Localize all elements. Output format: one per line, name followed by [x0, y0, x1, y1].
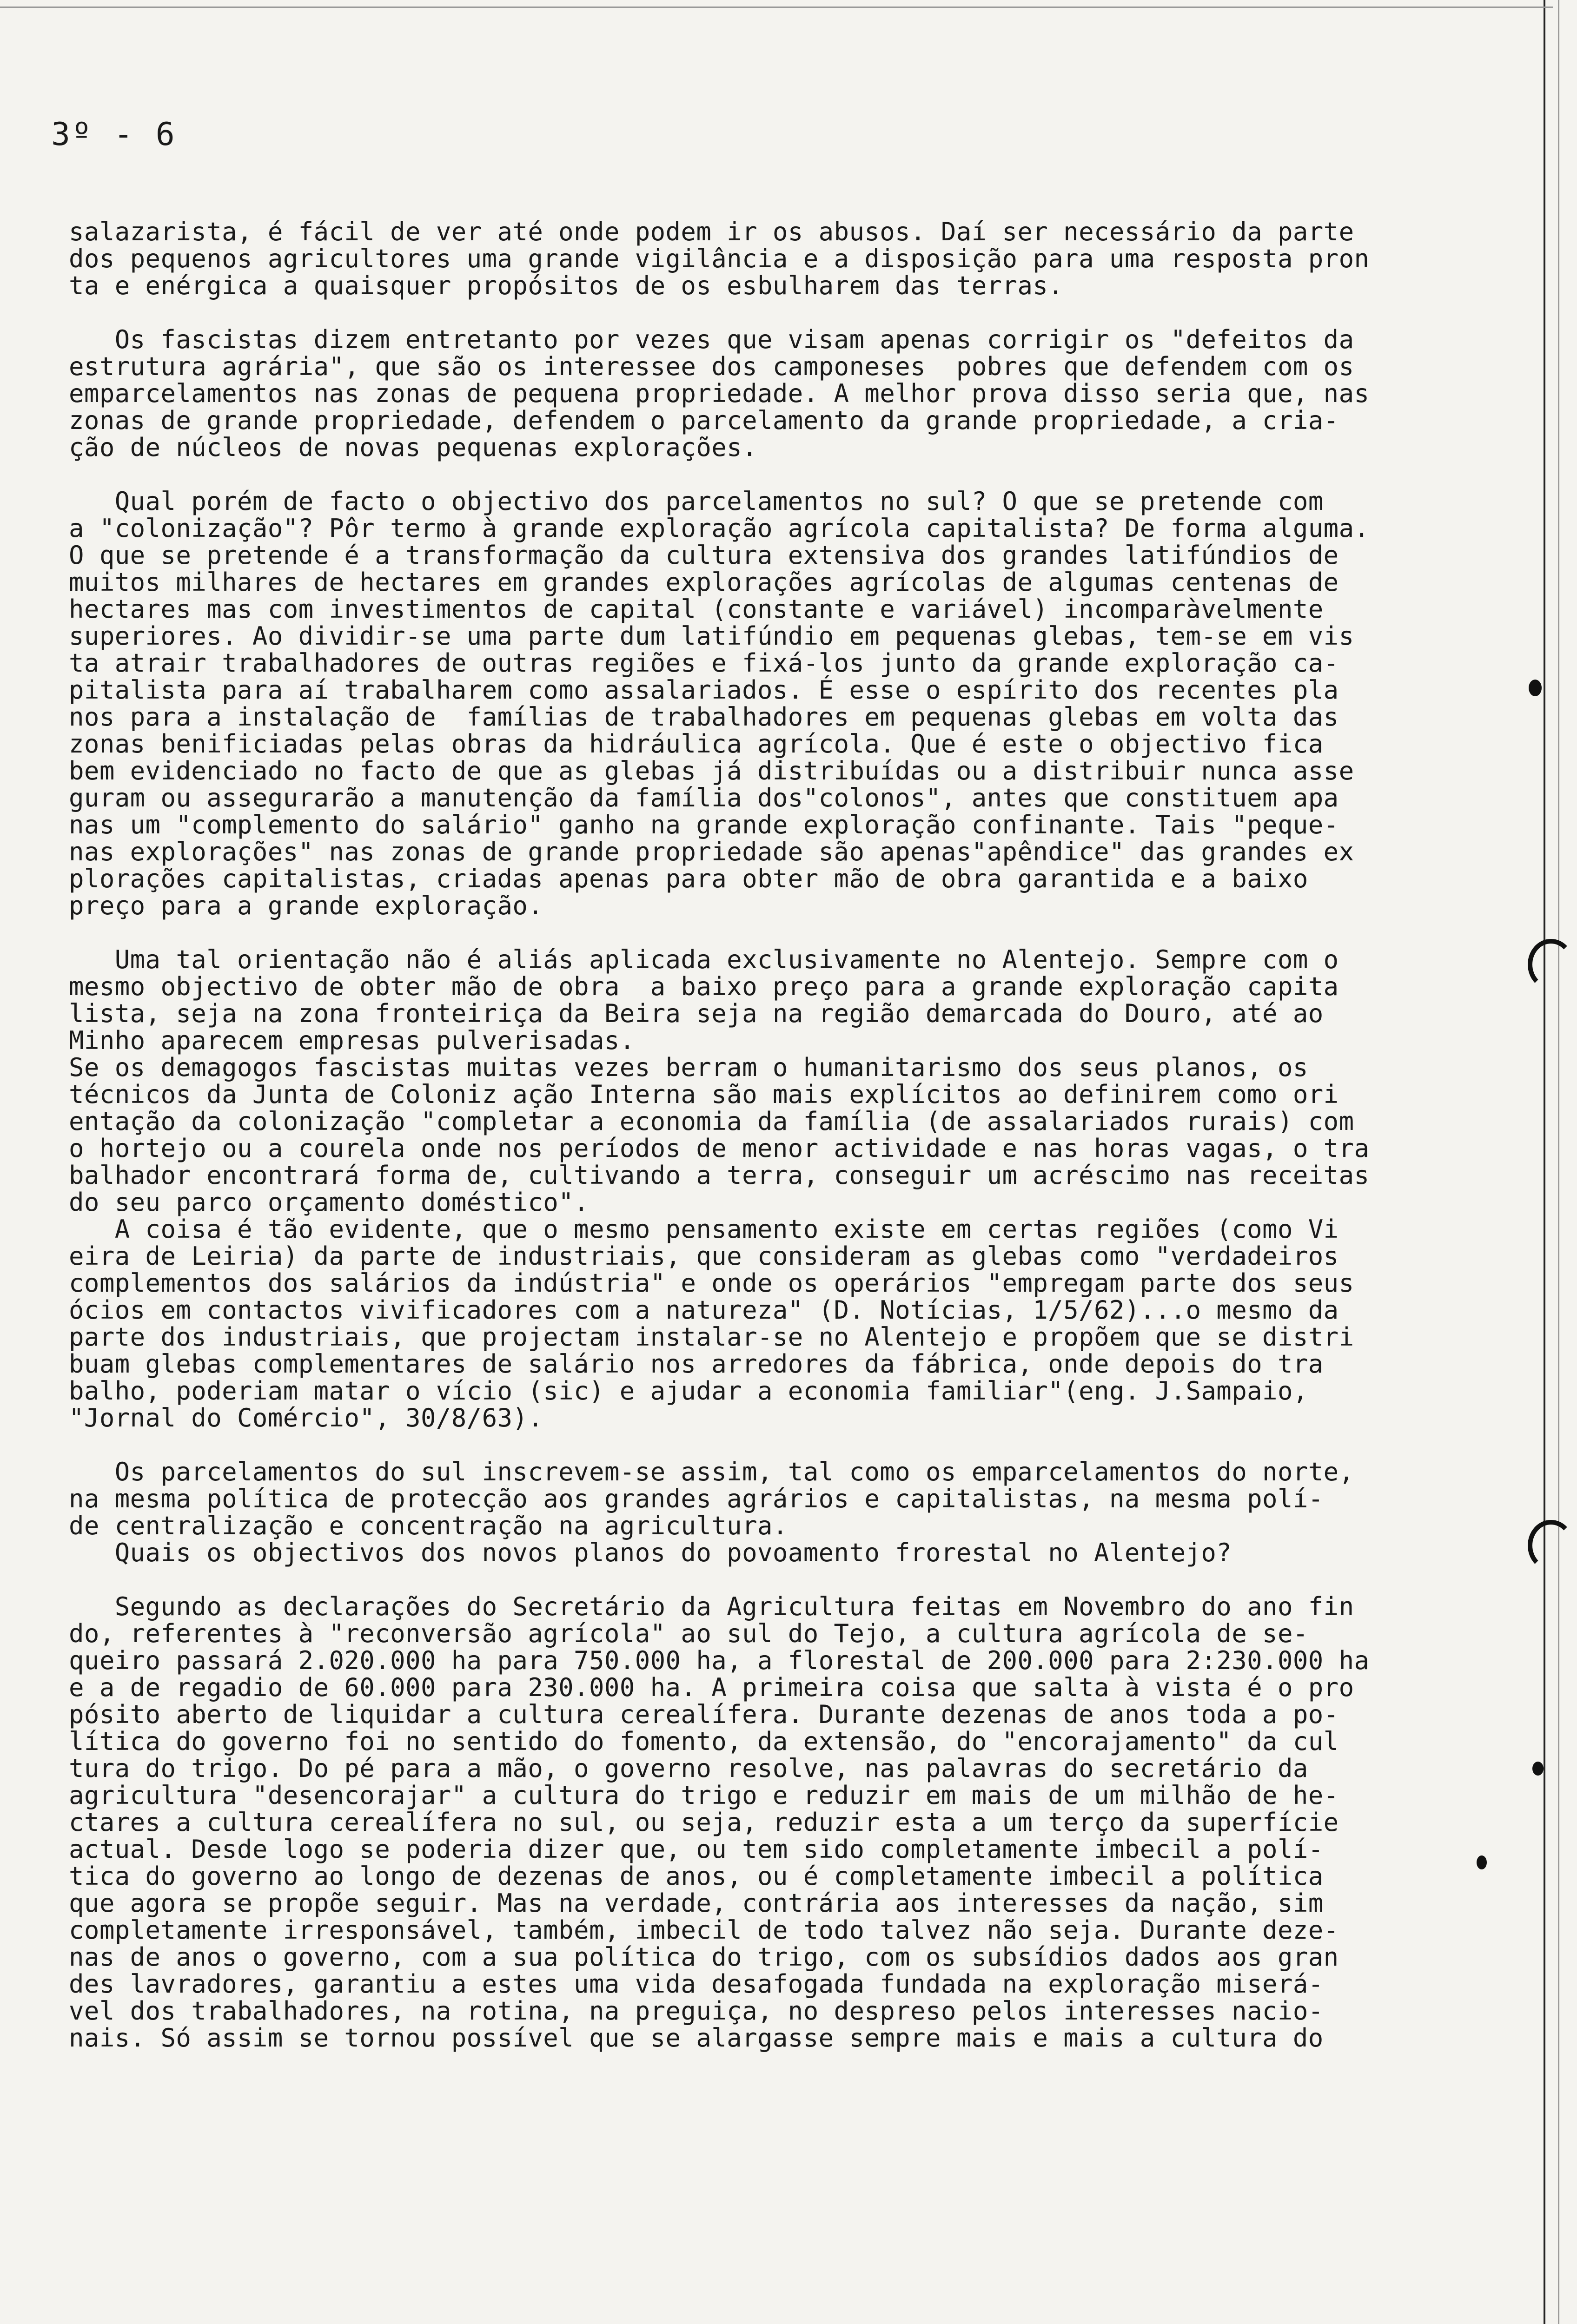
text-line: ta e enérgica a quaisquer propósitos de os esbulharem das terras.	[69, 271, 1064, 300]
text-line: O que se pretende é a transformação da cultura extensiva dos grandes latifúndios de	[69, 541, 1339, 570]
scan-edge-top	[0, 7, 1553, 8]
text-line: eira de Leiria) da parte de industriais, que consideram as glebas como "verdadeiros	[69, 1241, 1339, 1271]
text-line: muitos milhares de hectares em grandes explorações agrícolas de algumas centenas de	[69, 568, 1339, 597]
text-line: agricultura "desencorajar" a cultura do trigo e reduzir em mais de um milhão de he-	[69, 1781, 1339, 1810]
text-line: pósito aberto de liquidar a cultura cerealífera. Durante dezenas de anos toda a po-	[69, 1700, 1339, 1729]
text-line: guram ou assegurarão a manutenção da família dos"colonos", antes que constituem apa	[69, 783, 1339, 812]
binder-hole-1	[1528, 939, 1574, 990]
paragraph	[69, 1593, 1473, 2052]
text-line: estrutura agrária", que são os interessee dos camponeses pobres que defendem com os	[69, 352, 1354, 381]
text-line: zonas benificiadas pelas obras da hidráulica agrícola. Que é este o objectivo fica	[69, 729, 1324, 759]
text-line: actual. Desde logo se poderia dizer que, ou tem sido completamente imbecil a polí-	[69, 1835, 1324, 1864]
text-line: Se os demagogos fascistas muitas vezes berram o humanitarismo dos seus planos, os	[69, 1053, 1308, 1082]
text-line: mesmo objectivo de obter mão de obra a baixo preço para a grande exploração capita	[69, 972, 1339, 1001]
punch-dot-3	[1477, 1855, 1487, 1869]
text-line: queiro passará 2.020.000 ha para 750.000 ha, a florestal de 200.000 para 2:230.000 ha	[69, 1646, 1370, 1675]
text-line: nas explorações" nas zonas de grande propriedade são apenas"apêndice" das grandes ex	[69, 837, 1354, 866]
text-line: lítica do governo foi no sentido do fomento, da extensão, do "encorajamento" da cul	[69, 1727, 1339, 1756]
text-line: balhador encontrará forma de, cultivando a terra, conseguir um acréscimo nas receitas	[69, 1161, 1370, 1190]
text-line: Minho aparecem empresas pulverisadas.	[69, 1026, 635, 1055]
text-line: Quais os objectivos dos novos planos do povoamento frorestal no Alentejo?	[69, 1538, 1232, 1567]
text-line: vel dos trabalhadores, na rotina, na preguiça, no despreso pelos interesses nacio-	[69, 1996, 1324, 2026]
text-line: tura do trigo. Do pé para a mão, o governo resolve, nas palavras do secretário da	[69, 1754, 1308, 1783]
text-line: na mesma política de protecção aos grandes agrários e capitalistas, na mesma polí-	[69, 1484, 1324, 1513]
text-line: técnicos da Junta de Coloniz ação Interna são mais explícitos ao definirem como ori	[69, 1080, 1339, 1109]
text-line: des lavradores, garantiu a estes uma vida desafogada fundada na exploração miserá-	[69, 1969, 1324, 1999]
paragraph	[69, 1459, 1473, 1566]
binder-hole-2	[1528, 1520, 1574, 1571]
page-number: 3º - 6	[51, 116, 177, 153]
text-line: complementos dos salários da indústria" e onde os operários "empregam parte dos seus	[69, 1268, 1354, 1298]
text-line: a "colonização"? Pôr termo à grande exploração agrícola capitalista? De forma alguma.	[69, 514, 1370, 543]
text-line: nais. Só assim se tornou possível que se alargasse sempre mais e mais a cultura do	[69, 2023, 1324, 2053]
text-line: buam glebas complementares de salário nos arredores da fábrica, onde depois do tra	[69, 1349, 1324, 1379]
text-line: balho, poderiam matar o vício (sic) e ajudar a economia familiar"(eng. J.Sampaio,	[69, 1376, 1308, 1406]
text-line: ctares a cultura cerealífera no sul, ou seja, reduzir esta a um terço da superfície	[69, 1808, 1339, 1837]
text-line: emparcelamentos nas zonas de pequena propriedade. A melhor prova disso seria que, nas	[69, 379, 1370, 408]
text-line: do, referentes à "reconversão agrícola" ao sul do Tejo, a cultura agrícola de se-	[69, 1619, 1308, 1648]
text-line: Os fascistas dizem entretanto por vezes que visam apenas corrigir os "defeitos da	[69, 325, 1354, 354]
text-line: Os parcelamentos do sul inscrevem-se assim, tal como os emparcelamentos do norte,	[69, 1457, 1354, 1486]
text-line: e a de regadio de 60.000 para 230.000 ha. A primeira coisa que salta à vista é o pro	[69, 1673, 1354, 1702]
punch-dot-2	[1532, 1762, 1544, 1776]
paragraph-spacer	[69, 1566, 1473, 1593]
text-line: lista, seja na zona fronteiriça da Beira seja na região demarcada do Douro, até ao	[69, 999, 1324, 1028]
paragraph	[69, 488, 1473, 919]
text-line: hectares mas com investimentos de capital (constante e variável) incomparàvelmente	[69, 594, 1324, 624]
document-body	[69, 218, 1473, 2079]
text-line: nas um "complemento do salário" ganho na grande exploração confinante. Tais "peque-	[69, 810, 1339, 839]
text-line: zonas de grande propriedade, defendem o parcelamento da grande propriedade, a cria-	[69, 406, 1339, 435]
text-line: superiores. Ao dividir-se uma parte dum latifúndio em pequenas glebas, tem-se em vis	[69, 621, 1354, 651]
paragraph	[69, 946, 1473, 1432]
text-line: do seu parco orçamento doméstico".	[69, 1188, 589, 1217]
text-line: Qual porém de facto o objectivo dos parcelamentos no sul? O que se pretende com	[69, 487, 1324, 516]
text-line: preço para a grande exploração.	[69, 891, 543, 920]
paragraph-spacer	[69, 1432, 1473, 1459]
text-line: ócios em contactos vivificadores com a natureza" (D. Notícias, 1/5/62)...o mesmo da	[69, 1295, 1339, 1325]
text-line: dos pequenos agricultores uma grande vigilância e a disposição para uma resposta pron	[69, 244, 1370, 273]
text-line: Uma tal orientação não é aliás aplicada exclusivamente no Alentejo. Sempre com o	[69, 945, 1339, 974]
text-line: "Jornal do Comércio", 30/8/63).	[69, 1403, 543, 1433]
text-line: entação da colonização "completar a economia da família (de assalariados rurais) com	[69, 1107, 1354, 1136]
text-line: plorações capitalistas, criadas apenas para obter mão de obra garantida e a baixo	[69, 864, 1308, 893]
text-line: parte dos industriais, que projectam instalar-se no Alentejo e propõem que se distri	[69, 1322, 1354, 1352]
text-line: que agora se propõe seguir. Mas na verdade, contrária aos interesses da nação, sim	[69, 1888, 1324, 1918]
text-line: tica do governo ao longo de dezenas de anos, ou é completamente imbecil a política	[69, 1862, 1324, 1891]
text-line: completamente irresponsável, também, imbecil de todo talvez não seja. Durante deze-	[69, 1915, 1339, 1945]
text-line: nas de anos o governo, com a sua política do trigo, com os subsídios dados aos gran	[69, 1942, 1339, 1972]
text-line: de centralização e concentração na agricultura.	[69, 1511, 788, 1540]
text-line: Segundo as declarações do Secretário da Agricultura feitas em Novembro do ano fin	[69, 1592, 1354, 1621]
text-line: A coisa é tão evidente, que o mesmo pensamento existe em certas regiões (como Vi	[69, 1215, 1339, 1244]
text-line: nos para a instalação de famílias de trabalhadores em pequenas glebas em volta das	[69, 702, 1339, 732]
text-line: bem evidenciado no facto de que as glebas já distribuídas ou a distribuir nunca asse	[69, 756, 1354, 786]
text-line: salazarista, é fácil de ver até onde podem ir os abusos. Daí ser necessário da parte	[69, 217, 1354, 246]
text-line: ção de núcleos de novas pequenas explorações.	[69, 433, 757, 462]
punch-dot-1	[1529, 680, 1542, 696]
scan-edge-right-thin	[1558, 0, 1559, 2324]
text-line: pitalista para aí trabalharem como assalariados. É esse o espírito dos recentes pla	[69, 675, 1339, 705]
paragraph	[69, 326, 1473, 461]
scan-edge-right	[1544, 0, 1545, 2324]
text-line: ta atrair trabalhadores de outras regiões e fixá-los junto da grande exploração ca-	[69, 648, 1339, 678]
text-line: o hortejo ou a courela onde nos períodos de menor actividade e nas horas vagas, o tra	[69, 1134, 1370, 1163]
paragraph	[69, 218, 1473, 299]
